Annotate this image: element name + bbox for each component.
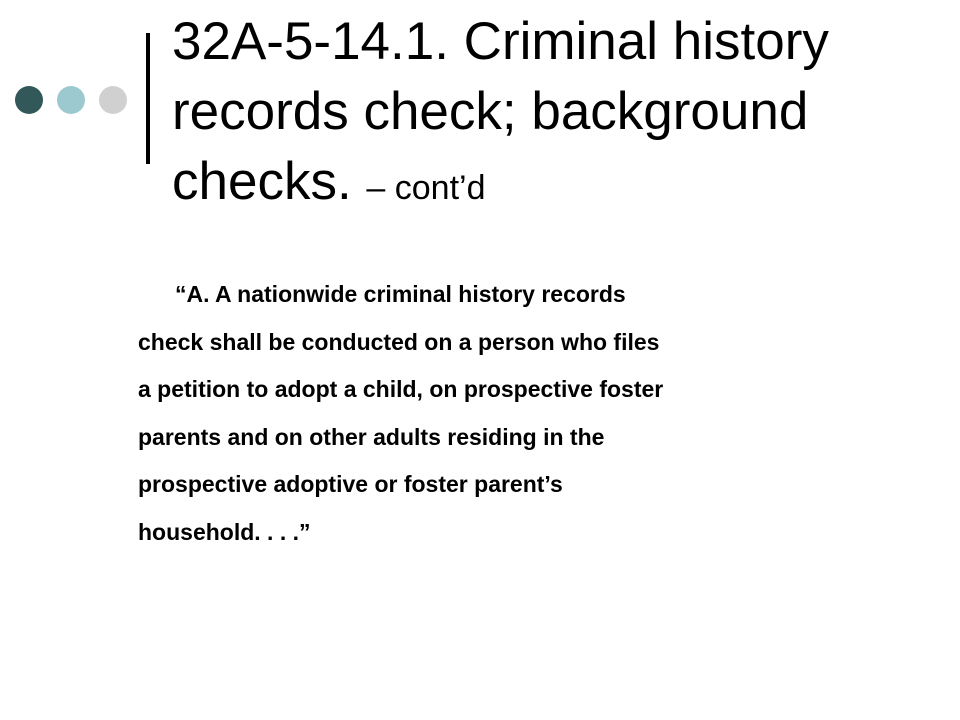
- statute-quote: [138, 271, 918, 556]
- decorative-dots: [15, 86, 127, 114]
- title-line-1: 32A-5-14.1. Criminal history: [172, 12, 829, 71]
- gray-dot-icon: [99, 86, 127, 114]
- quote-line-1: “A. A nationwide criminal history records: [175, 281, 626, 307]
- title-line-2: records check; background: [172, 82, 809, 141]
- title-divider: [146, 33, 150, 164]
- dark-teal-dot-icon: [15, 86, 43, 114]
- quote-line-4: parents and on other adults residing in the: [138, 423, 605, 450]
- quote-line-2: check shall be conducted on a person who files: [138, 328, 660, 355]
- slide-title: [172, 7, 932, 223]
- title-suffix: – cont’d: [366, 169, 486, 207]
- title-line-3: checks.: [172, 152, 352, 211]
- light-teal-dot-icon: [57, 86, 85, 114]
- quote-line-3: a petition to adopt a child, on prospective foster: [138, 376, 664, 402]
- quote-line-5: prospective adoptive or foster parent’s: [138, 471, 563, 497]
- quote-line-6: household. . . .”: [138, 518, 311, 545]
